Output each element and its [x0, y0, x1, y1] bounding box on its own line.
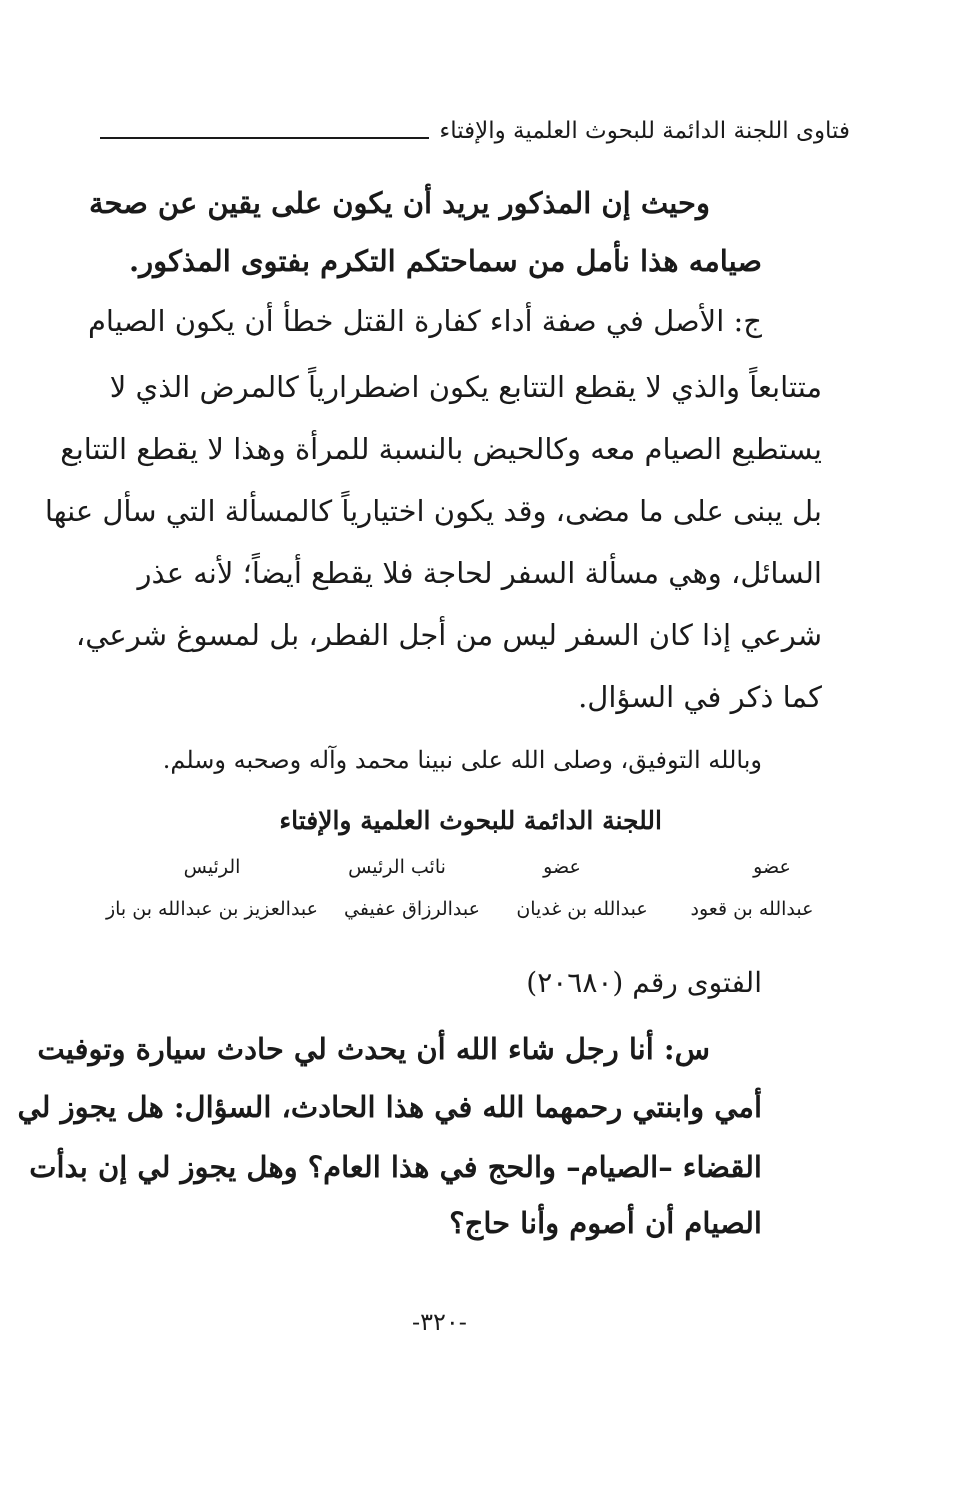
- member-name: عبدالرزاق عفيفي: [344, 898, 480, 920]
- answer1-line: بل يبنى على ما مضى، وقد يكون اختيارياً كالمسألة التي سأل عنها: [44, 494, 822, 528]
- member-name: عبدالله بن غديان: [516, 898, 648, 920]
- answer1-line: شرعي إذا كان السفر ليس من أجل الفطر، بل لمسوغ شرعي،: [75, 618, 822, 652]
- answer1-line: متتابعاً والذي لا يقطع التتابع يكون اضطرارياً كالمرض الذي لا: [109, 370, 822, 404]
- answer1-line: كما ذكر في السؤال.: [578, 680, 822, 714]
- question1-line: صيامه هذا نأمل من سماحتكم التكرم بفتوى المذكور.: [128, 244, 762, 278]
- committee-name: اللجنة الدائمة للبحوث العلمية والإفتاء: [279, 806, 662, 835]
- answer1-line: السائل، وهي مسألة السفر لحاجة فلا يقطع أيضاً؛ لأنه عذر: [137, 556, 822, 590]
- question2-line: س: أنا رجل شاء الله أن يحدث لي حادث سيارة وتوفيت: [37, 1032, 710, 1066]
- member-name: عبدالعزيز بن عبدالله بن باز: [105, 898, 319, 920]
- answer1-line: يستطيع الصيام معه وكالحيض بالنسبة للمرأة وهذا لا يقطع التتابع: [60, 432, 822, 466]
- member-role: نائب الرئيس: [348, 856, 446, 878]
- member-role: عضو: [753, 856, 791, 878]
- member-name: عبدالله بن قعود: [690, 898, 814, 920]
- header-title: فتاوى اللجنة الدائمة للبحوث العلمية والإفتاء: [439, 118, 850, 144]
- answer1-line: ج: الأصل في صفة أداء كفارة القتل خطأ أن يكون الصيام: [87, 304, 762, 338]
- question1-line: وحيث إن المذكور يريد أن يكون على يقين عن صحة: [88, 186, 710, 220]
- member-role: الرئيس: [183, 856, 241, 878]
- page-number: -٣٢٠-: [412, 1308, 467, 1336]
- header-rule: [100, 137, 429, 139]
- closing-formula: وبالله التوفيق، وصلى الله على نبينا محمد وآله وصحبه وسلم.: [162, 746, 762, 774]
- running-header: [100, 118, 850, 144]
- fatwa-number: الفتوى رقم (٢٠٦٨٠): [526, 966, 762, 999]
- question2-line: القضاء –الصيام– والحج في هذا العام؟ وهل يجوز لي إن بدأت: [29, 1150, 762, 1184]
- member-role: عضو: [543, 856, 581, 878]
- question2-line: أمي وابنتي رحمهما الله في هذا الحادث، السؤال: هل يجوز لي: [17, 1090, 762, 1124]
- question2-line: الصيام أن أصوم وأنا حاج؟: [449, 1206, 762, 1240]
